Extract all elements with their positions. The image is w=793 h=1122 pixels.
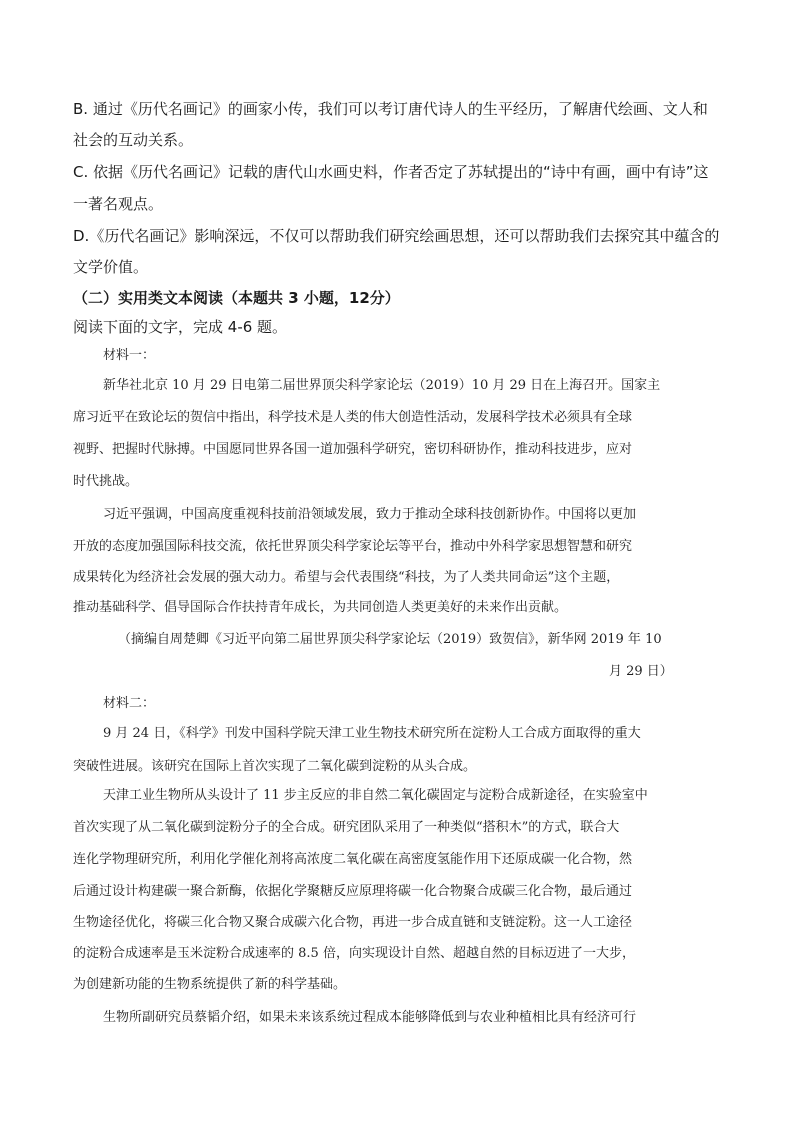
material-2-para-2-line-5: 生物途径优化，将碳三化合物又聚合成碳六化合物，再进一步合成直链和支链淀粉。这一人工途径 — [73, 915, 633, 930]
section-instruction: 阅读下面的文字，完成 4-6 题。 — [73, 318, 288, 336]
material-1-para-1-line-2: 席习近平在致论坛的贺信中指出，科学技术是人类的伟大创造性活动，发展科学技术必须具有全球 — [73, 410, 633, 425]
section-heading: （二）实用类文本阅读（本题共 3 小题，12分） — [73, 289, 400, 307]
material-1-para-2-line-3: 成果转化为经济社会发展的强大动力。希望与会代表围绕“科技，为了人类共同命运”这个主题， — [73, 570, 620, 585]
material-2-para-2-line-7: 为创建新功能的生物系统提供了新的科学基础。 — [73, 977, 347, 992]
material-1-para-1-line-4: 时代挑战。 — [73, 474, 139, 489]
material-1-para-2-line-2: 开放的态度加强国际科技交流，依托世界顶尖科学家论坛等平台，推动中外科学家思想智慧和研究 — [73, 539, 633, 554]
material-1-para-2-line-1: 习近平强调，中国高度重视科技前沿领域发展，致力于推动全球科技创新协作。中国将以更加 — [103, 507, 637, 522]
material-2-para-2-line-6: 的淀粉合成速率是玉米淀粉合成速率的 8.5 倍，向实现设计自然、超越自然的目标迈进了一大步， — [73, 946, 635, 961]
material-2-para-2-line-1: 天津工业生物所从头设计了 11 步主反应的非自然二氧化碳固定与淀粉合成新途径，在实验室中 — [103, 788, 648, 803]
material-2-para-3-line-1: 生物所副研究员蔡韬介绍，如果未来该系统过程成本能够降低到与农业种植相比具有经济可行 — [103, 1010, 637, 1025]
material-2-para-1-line-2: 突破性进展。该研究在国际上首次实现了二氧化碳到淀粉的从头合成。 — [73, 759, 477, 774]
option-d-line-1: D.《历代名画记》影响深远，不仅可以帮助我们研究绘画思想，还可以帮助我们去探究其中蕴含的 — [73, 227, 720, 245]
material-2-para-1-line-1: 9 月 24 日，《科学》刊发中国科学院天津工业生物技术研究所在淀粉人工合成方面取得的重大 — [103, 726, 641, 741]
material-2-para-2-line-4: 后通过设计构建碳一聚合新酶，依据化学聚糖反应原理将碳一化合物聚合成碳三化合物，最后通过 — [73, 884, 633, 899]
material-1-label: 材料一： — [103, 348, 156, 363]
material-2-para-2-line-3: 连化学物理研究所，利用化学催化剂将高浓度二氧化碳在高密度氢能作用下还原成碳一化合物，然 — [73, 852, 633, 867]
option-b-line-2: 社会的互动关系。 — [73, 131, 194, 149]
material-2-label: 材料二： — [103, 696, 156, 711]
material-1-para-1-line-3: 视野、把握时代脉搏。中国愿同世界各国一道加强科学研究，密切科研协作，推动科技进步，应对 — [73, 442, 633, 457]
option-d-line-2: 文学价值。 — [73, 258, 149, 276]
material-1-source-line-2: 月 29 日） — [609, 664, 673, 679]
material-1-source-line-1: （摘编自周楚卿《习近平向第二届世界顶尖科学家论坛（2019）致贺信》，新华网 2019 年 10 — [118, 632, 662, 647]
material-1-para-2-line-4: 推动基础科学、倡导国际合作扶持青年成长，为共同创造人类更美好的未来作出贡献。 — [73, 600, 568, 615]
option-c-line-2: 一著名观点。 — [73, 195, 164, 213]
option-c-line-1: C. 依据《历代名画记》记载的唐代山水画史料，作者否定了苏轼提出的“诗中有画，画中有诗”这 — [73, 163, 709, 181]
option-b-line-1: B. 通过《历代名画记》的画家小传，我们可以考订唐代诗人的生平经历，了解唐代绘画、文人和 — [73, 100, 708, 118]
material-1-para-1-line-1: 新华社北京 10 月 29 日电第二届世界顶尖科学家论坛（2019）10 月 29 日在上海召开。国家主 — [103, 378, 661, 393]
material-2-para-2-line-2: 首次实现了从二氧化碳到淀粉分子的全合成。研究团队采用了一种类似“搭积木”的方式，联合大 — [73, 820, 620, 835]
